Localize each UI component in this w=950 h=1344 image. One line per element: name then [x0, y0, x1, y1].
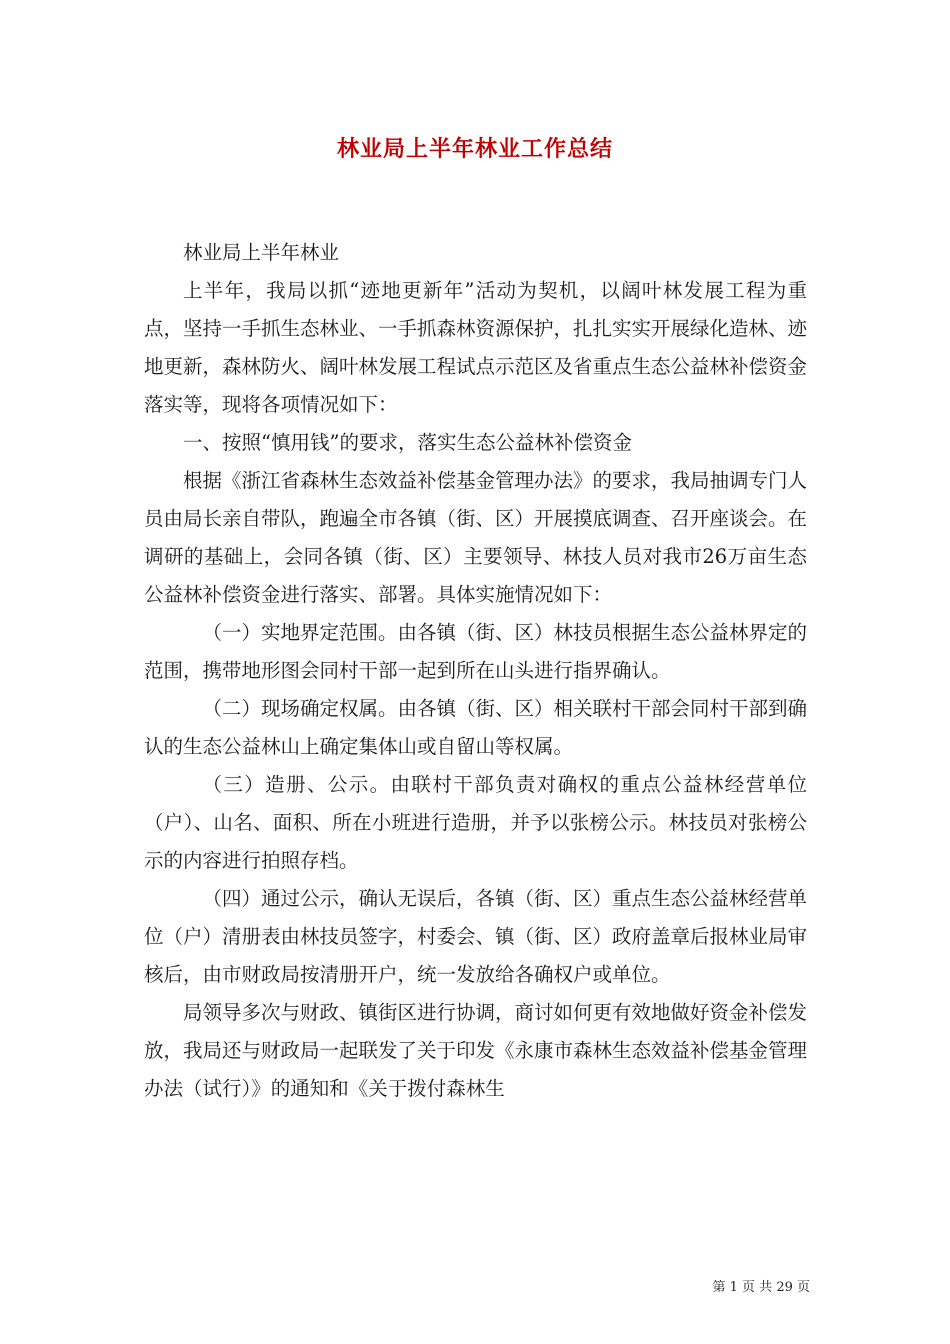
- paragraph-intro: 上半年，我局以抓“迹地更新年”活动为契机，以阔叶林发展工程为重点，坚持一手抓生态林业、一手抓森林资源保护，扎扎实实开展绿化造林、迹地更新，森林防火、阔叶林发展工程试点示范区及省重点生态公益林补偿资金落实等，现将各项情况如下：: [144, 279, 808, 416]
- section-heading-1: 一、按照“慎用钱”的要求，落实生态公益林补偿资金: [183, 431, 632, 454]
- document-title: 林业局上半年林业工作总结: [336, 137, 613, 162]
- list-item-3: （三）造册、公示。由联村干部负责对确权的重点公益林经营单位（户）、山名、面积、所在小班进行造册，并予以张榜公示。林技员对张榜公示的内容进行拍照存档。: [144, 773, 807, 872]
- paragraph-closing: 局领导多次与财政、镇街区进行协调，商讨如何更有效地做好资金补偿发放，我局还与财政局一起联发了关于印发《永康市森林生态效益补偿基金管理办法（试行）》的通知和《关于拨付森林生: [144, 1001, 808, 1100]
- paragraph-section-1: 根据《浙江省森林生态效益补偿基金管理办法》的要求，我局抽调专门人员由局长亲自带队，跑遍全市各镇（街、区）开展摸底调查、召开座谈会。在调研的基础上，会同各镇（街、区）主要领导、林技人员对我市26万亩生态公益林补偿资金进行落实、部署。具体实施情况如下：: [144, 469, 808, 606]
- list-item-1: （一）实地界定范围。由各镇（街、区）林技员根据生态公益林界定的范围，携带地形图会同村干部一起到所在山头进行指界确认。: [144, 621, 808, 682]
- paragraph-heading-line: 林业局上半年林业: [183, 241, 340, 264]
- page-number: 第 1 页 共 29 页: [712, 1280, 810, 1295]
- document-body: [144, 234, 807, 1108]
- list-item-4: （四）通过公示，确认无误后，各镇（街、区）重点生态公益林经营单位（户）清册表由林技员签字，村委会、镇（街、区）政府盖章后报林业局审核后，由市财政局按清册开户，统一发放给各确权户或单位。: [144, 887, 808, 986]
- list-item-2: （二）现场确定权属。由各镇（街、区）相关联村干部会同村干部到确认的生态公益林山上确定集体山或自留山等权属。: [144, 697, 808, 758]
